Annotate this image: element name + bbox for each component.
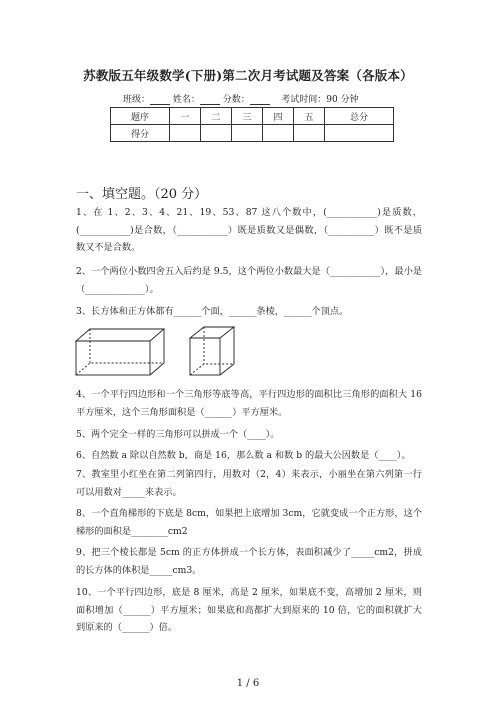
question-10 <box>76 584 422 637</box>
answer-blank[interactable]: _____ <box>121 486 145 498</box>
score-table-cell: 得分 <box>111 125 170 142</box>
score-table-cell: 一 <box>170 108 201 125</box>
score-table-cell: 二 <box>201 108 232 125</box>
question-text: 4、一个平行四边形和一个三角形等底等高，平行四边形的面积比三角形的面积大 16 平方厘米，这个三角形面积是（ <box>76 389 422 418</box>
question-text: ）既是质数又是偶数，（ <box>227 224 329 236</box>
solid-figures-illustration <box>72 326 252 378</box>
answer-blank[interactable]: ___________ <box>79 224 131 236</box>
answer-blank[interactable]: ______ <box>122 604 151 616</box>
question-text: ）。 <box>144 283 159 295</box>
question-text: ）平方厘米；如果底和高都扩大到原来的 10 倍，它的面积就扩大到原来的（ <box>76 604 422 633</box>
question-7 <box>76 466 422 501</box>
score-table-score-row <box>111 125 394 142</box>
class-label: 班级： <box>123 95 151 105</box>
class-blank <box>150 95 170 105</box>
answer-blank[interactable]: ____ <box>378 450 397 461</box>
score-table-cell: 五 <box>294 108 325 125</box>
document-title: 苏教版五年级数学(下册)第二次月考试题及答案（各版本） <box>83 68 413 83</box>
question-8 <box>76 505 422 540</box>
name-blank <box>200 95 220 105</box>
answer-blank[interactable]: ___________ <box>177 224 228 236</box>
question-text: ）。 <box>396 450 411 461</box>
question-text: 来表示。 <box>144 486 182 498</box>
question-text: ）。 <box>265 429 280 440</box>
section-title: 一、填空题。（20 分） <box>76 187 208 202</box>
question-text: 10、一个平行四边形，底是 8 厘米，高是 2 厘米，如果底不变，高增加 2 厘米，则面积增加（ <box>76 587 422 616</box>
student-info-line <box>123 92 359 105</box>
question-text: 6、自然数 a 除以自然数 b，商是 16，那么数 a 和数 b 的最大公因数是（ <box>76 450 379 461</box>
question-text: 7、教室里小红坐在第二列第四行，用数对（2，4）来表示，小丽坐在第六列第一行可以用数对 <box>76 469 422 498</box>
question-2 <box>76 263 422 298</box>
time-label: 考试时间：90 分钟 <box>281 95 359 105</box>
question-text: ）既不是质数又不是合数。 <box>76 224 423 253</box>
cube-figure <box>190 327 234 375</box>
question-text: ），最小是（ <box>76 266 422 295</box>
score-label: 分数： <box>222 95 250 105</box>
score-table-cell: 题序 <box>111 108 170 125</box>
score-table-header-row <box>111 108 394 125</box>
question-text: 8、一个直角梯形的下底是 8cm，如果把上底增加 3cm，它就变成一个正方形，这个梯形的面积是 <box>76 508 422 537</box>
question-text: cm2 <box>167 525 188 537</box>
answer-blank[interactable]: ____ <box>247 429 266 440</box>
question-text: 9、把三个棱长都是 5cm 的正方体拼成一个长方体，表面积减少了 <box>76 547 352 558</box>
score-blank <box>250 95 270 105</box>
answer-blank[interactable]: ______ <box>204 406 233 418</box>
answer-blank[interactable]: ______ <box>228 306 257 317</box>
answer-blank[interactable]: _____________ <box>85 283 145 295</box>
question-text: 1、在 1、2、3、4、21、19、53、87 这八个数中，( <box>76 207 327 218</box>
score-entry-cell[interactable] <box>170 125 201 142</box>
answer-blank[interactable]: _____ <box>351 547 375 558</box>
answer-blank[interactable]: __________ <box>328 224 375 236</box>
answer-blank[interactable]: ______ <box>173 306 202 317</box>
question-text: )是合数，（ <box>130 224 178 236</box>
score-table <box>110 107 394 142</box>
question-1 <box>76 204 422 257</box>
question-text: 条棱， <box>256 306 284 317</box>
answer-blank[interactable]: ______ <box>283 306 312 317</box>
cuboid-figure <box>76 329 164 375</box>
question-text: )是质数，( <box>76 207 422 236</box>
question-5 <box>76 426 422 444</box>
score-entry-cell[interactable] <box>325 125 394 142</box>
question-text: ）倍。 <box>149 622 178 633</box>
score-table-cell: 总分 <box>325 108 394 125</box>
page-number: 1 / 6 <box>236 678 260 689</box>
question-4 <box>76 386 422 421</box>
question-text: 个顶点。 <box>311 306 349 317</box>
answer-blank[interactable]: ___________ <box>329 266 381 277</box>
question-6 <box>76 447 422 465</box>
question-text: cm2，拼成的长方体的体积是 <box>76 547 422 576</box>
question-text: 2、一个两位小数四舍五入后约是 9.5，这个两位小数最大是（ <box>76 266 330 277</box>
score-entry-cell[interactable] <box>263 125 294 142</box>
score-table-cell: 四 <box>263 108 294 125</box>
answer-blank[interactable]: _____ <box>149 564 173 576</box>
answer-blank[interactable]: ________ <box>131 525 168 537</box>
score-entry-cell[interactable] <box>232 125 263 142</box>
score-entry-cell[interactable] <box>201 125 232 142</box>
question-text: 3、长方体和正方体都有 <box>76 306 174 317</box>
score-entry-cell[interactable] <box>294 125 325 142</box>
question-text: 个面， <box>201 306 229 317</box>
question-text: cm3。 <box>172 564 202 576</box>
question-text: 5、两个完全一样的三角形可以拼成一个（ <box>76 429 248 440</box>
answer-blank[interactable]: ___________ <box>326 207 378 218</box>
answer-blank[interactable]: ______ <box>121 622 150 633</box>
name-label: 姓名： <box>172 95 200 105</box>
question-9 <box>76 544 422 579</box>
question-3 <box>76 303 422 321</box>
score-table-cell: 三 <box>232 108 263 125</box>
question-text: ）平方厘米。 <box>232 406 288 418</box>
